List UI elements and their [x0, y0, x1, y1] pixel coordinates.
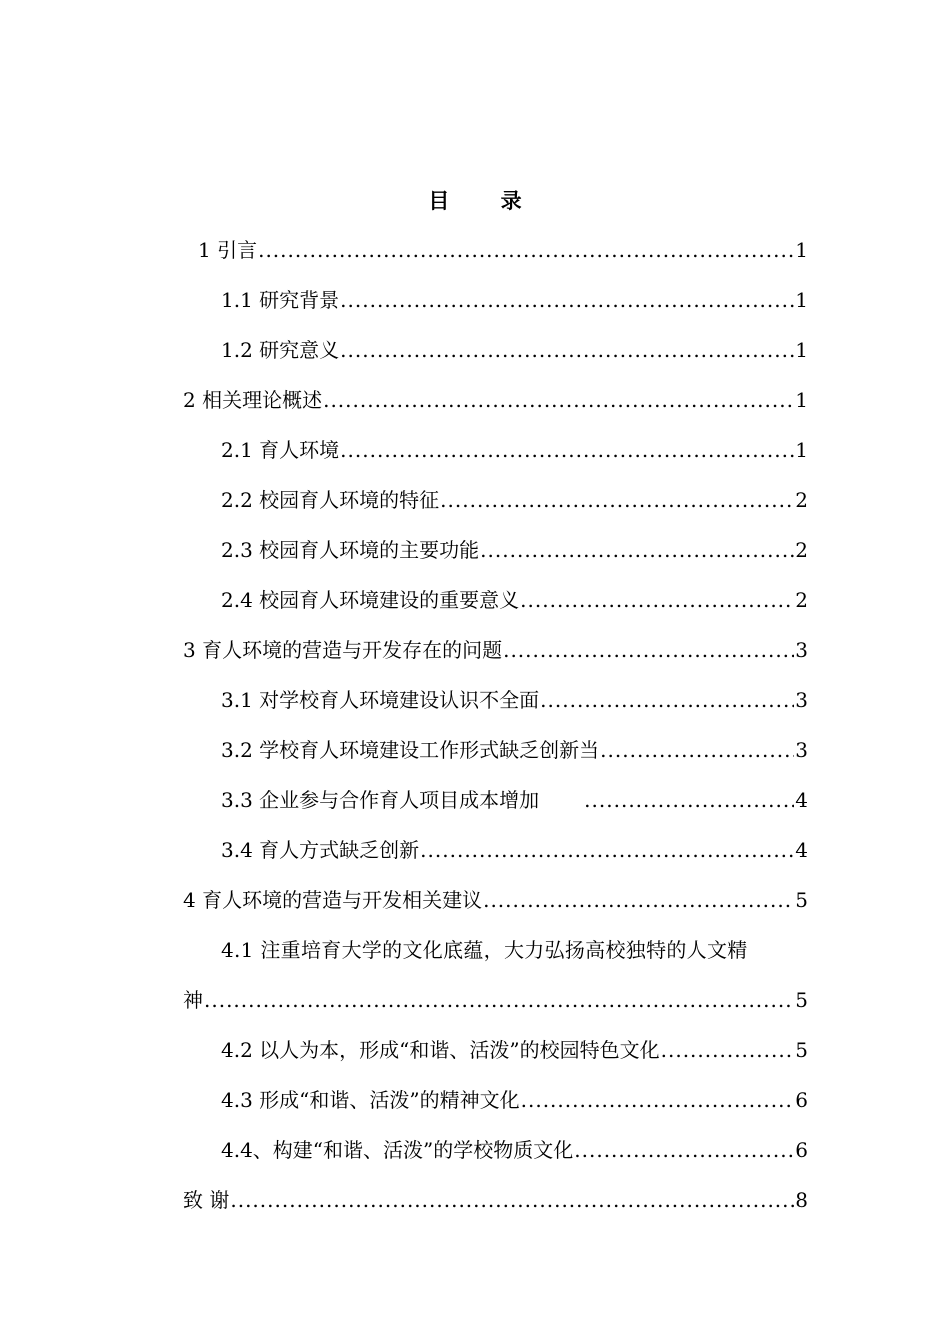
- dot-leader: [584, 785, 794, 815]
- toc-entry-label: 3.2 学校育人环境建设工作形式缺乏创新当: [221, 738, 600, 762]
- toc-entry-4-4[interactable]: [183, 1135, 808, 1185]
- dot-leader: [540, 685, 794, 715]
- toc-page-number: 4: [795, 788, 808, 812]
- toc-entry-3-2[interactable]: [183, 735, 808, 785]
- toc-entry-2-4[interactable]: [183, 585, 808, 635]
- toc-entry-label: 2.2 校园育人环境的特征: [221, 488, 440, 512]
- toc-entry-label: 2.1 育人环境: [221, 438, 340, 462]
- dot-leader: [258, 235, 794, 265]
- toc-entry-label: 2.3 校园育人环境的主要功能: [221, 538, 480, 562]
- toc-page-number: 6: [795, 1138, 808, 1162]
- toc-entry-3-4[interactable]: [183, 835, 808, 885]
- toc-entry-label: 4.2 以人为本，形成“和谐、活泼”的校园特色文化: [221, 1038, 660, 1062]
- toc-entry-2-3[interactable]: [183, 535, 808, 585]
- dot-leader: [483, 885, 794, 915]
- dot-leader: [340, 335, 794, 365]
- toc-page-number: 8: [795, 1188, 808, 1212]
- dot-leader: [480, 535, 794, 565]
- toc-entry-3-1[interactable]: [183, 685, 808, 735]
- toc-entry-label: 4.4、构建“和谐、活泼”的学校物质文化: [221, 1138, 574, 1162]
- toc-entry-label: 2.4 校园育人环境建设的重要意义: [221, 588, 520, 612]
- dot-leader: [340, 285, 794, 315]
- toc-entry-label: 3.3 企业参与合作育人项目成本增加: [221, 788, 540, 812]
- dot-leader: [340, 435, 794, 465]
- toc-page-number: 5: [795, 988, 808, 1012]
- toc-page-number: 3: [795, 688, 808, 712]
- toc-page-number: 1: [795, 388, 808, 412]
- toc-entry-label: 4.1 注重培育大学的文化底蕴，大力弘扬高校独特的人文精: [221, 938, 748, 962]
- dot-leader: [440, 485, 794, 515]
- toc-list: [183, 235, 808, 1235]
- toc-entry-label: 3.1 对学校育人环境建设认识不全面: [221, 688, 540, 712]
- toc-entry-label: 3 育人环境的营造与开发存在的问题: [183, 638, 503, 662]
- toc-entry-4[interactable]: [183, 885, 808, 935]
- toc-entry-4-3[interactable]: [183, 1085, 808, 1135]
- toc-entry-1-1[interactable]: [183, 285, 808, 335]
- toc-entry-label: 2 相关理论概述: [183, 388, 323, 412]
- dot-leader: [661, 1035, 795, 1065]
- toc-entry-label: 致 谢: [183, 1188, 230, 1212]
- toc-page-number: 1: [795, 238, 808, 262]
- toc-page-number: 3: [795, 738, 808, 762]
- dot-leader: [420, 835, 794, 865]
- toc-entry-1[interactable]: [183, 235, 808, 285]
- dot-leader: [323, 385, 794, 415]
- toc-entry-2-1[interactable]: [183, 435, 808, 485]
- toc-entry-acknowledgements[interactable]: [183, 1185, 808, 1235]
- toc-entry-4-1-continuation[interactable]: [183, 985, 808, 1035]
- toc-page-number: 6: [795, 1088, 808, 1112]
- toc-page-number: 2: [795, 538, 808, 562]
- toc-entry-2[interactable]: [183, 385, 808, 435]
- dot-leader: [503, 635, 794, 665]
- dot-leader: [520, 585, 794, 615]
- toc-page-number: 2: [795, 488, 808, 512]
- toc-title: 目 录: [428, 188, 544, 213]
- toc-page-number: 1: [795, 438, 808, 462]
- dot-leader: [521, 1085, 795, 1115]
- toc-entry-label: 4.3 形成“和谐、活泼”的精神文化: [221, 1088, 520, 1112]
- toc-entry-4-1[interactable]: [183, 935, 808, 985]
- toc-entry-label-continuation: 神: [183, 988, 203, 1012]
- dot-leader: [230, 1185, 794, 1215]
- toc-page-number: 4: [795, 838, 808, 862]
- toc-page-number: 3: [795, 638, 808, 662]
- dot-leader: [204, 985, 794, 1015]
- toc-entry-label: 4 育人环境的营造与开发相关建议: [183, 888, 483, 912]
- toc-page-number: 1: [795, 288, 808, 312]
- toc-entry-1-2[interactable]: [183, 335, 808, 385]
- toc-page-number: 5: [795, 1038, 808, 1062]
- toc-page-number: 5: [795, 888, 808, 912]
- toc-entry-label: 3.4 育人方式缺乏创新: [221, 838, 420, 862]
- toc-entry-3-3[interactable]: [183, 785, 808, 835]
- toc-entry-2-2[interactable]: [183, 485, 808, 535]
- toc-page-number: 1: [795, 338, 808, 362]
- dot-leader: [574, 1135, 794, 1165]
- toc-entry-4-2[interactable]: [183, 1035, 808, 1085]
- toc-entry-3[interactable]: [183, 635, 808, 685]
- toc-page-number: 2: [795, 588, 808, 612]
- toc-entry-label: 1.2 研究意义: [221, 338, 340, 362]
- toc-entry-label: 1 引言: [198, 238, 258, 262]
- dot-leader: [600, 735, 794, 765]
- toc-entry-label: 1.1 研究背景: [221, 288, 340, 312]
